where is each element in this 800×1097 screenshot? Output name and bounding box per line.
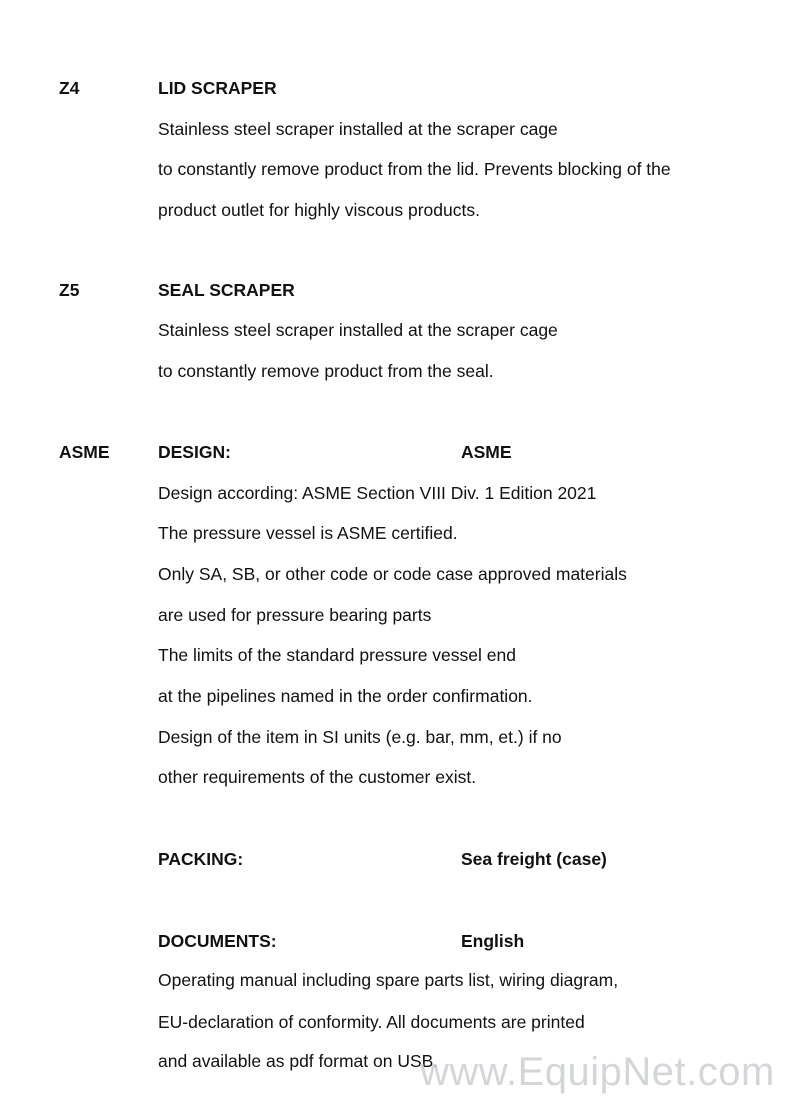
section-text-line: Stainless steel scraper installed at the scraper cage	[158, 320, 558, 340]
watermark: www.EquipNet.com	[420, 1050, 775, 1094]
section-text-line: to constantly remove product from the seal.	[158, 361, 494, 381]
section-code-z4: Z4	[59, 78, 80, 98]
section-text-line: Operating manual including spare parts list, wiring diagram,	[158, 970, 619, 990]
section-text-line: at the pipelines named in the order confirmation.	[158, 686, 533, 706]
section-text-line: The limits of the standard pressure vessel end	[158, 645, 516, 665]
section-text-line: The pressure vessel is ASME certified.	[158, 523, 458, 543]
section-value-documents: English	[461, 931, 525, 951]
section-value-design: ASME	[461, 442, 512, 462]
section-text-line: product outlet for highly viscous products.	[158, 200, 480, 220]
section-value-packing: Sea freight (case)	[461, 849, 607, 869]
section-text-line: other requirements of the customer exist.	[158, 767, 477, 787]
section-title-lid-scraper: LID SCRAPER	[158, 78, 277, 98]
section-title-packing: PACKING:	[158, 849, 244, 869]
section-code-z5: Z5	[59, 280, 80, 300]
section-title-documents: DOCUMENTS:	[158, 931, 277, 951]
section-title-design: DESIGN:	[158, 442, 231, 462]
section-text-line: are used for pressure bearing parts	[158, 605, 432, 625]
section-code-asme: ASME	[59, 442, 110, 462]
section-text-line: and available as pdf format on USB.	[158, 1051, 439, 1071]
section-text-line: Stainless steel scraper installed at the scraper cage	[158, 119, 558, 139]
section-text-line: Only SA, SB, or other code or code case approved materials	[158, 564, 627, 584]
section-text-line: Design according: ASME Section VIII Div. 1 Edition 2021	[158, 483, 597, 503]
section-text-line: Design of the item in SI units (e.g. bar, mm, et.) if no	[158, 727, 562, 747]
section-text-line: EU-declaration of conformity. All documents are printed	[158, 1012, 585, 1032]
section-text-line: to constantly remove product from the lid. Prevents blocking of the	[158, 159, 671, 179]
section-title-seal-scraper: SEAL SCRAPER	[158, 280, 295, 300]
